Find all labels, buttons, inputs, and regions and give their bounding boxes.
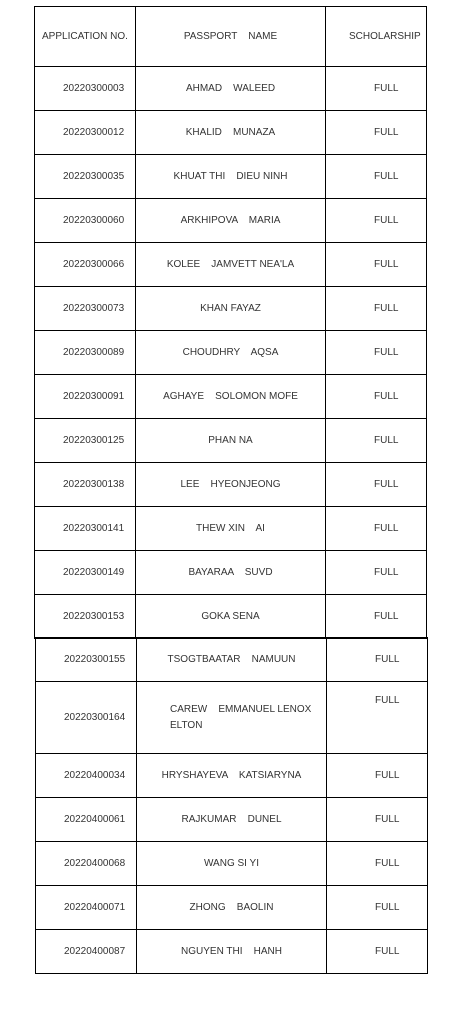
scholarship-cell: FULL xyxy=(327,638,428,682)
passport-name-cell xyxy=(136,243,326,287)
table-row xyxy=(35,199,427,243)
table-row xyxy=(35,331,427,375)
application-number-cell: 20220300073 xyxy=(35,287,136,331)
passport-name-cell xyxy=(136,67,326,111)
table-row xyxy=(35,551,427,595)
passport-name-cell xyxy=(136,595,326,639)
passport-name-cell xyxy=(137,754,327,798)
application-number-cell: 20220300091 xyxy=(35,375,136,419)
scholarship-cell: FULL xyxy=(326,375,427,419)
scholarship-cell: FULL xyxy=(327,842,428,886)
passport-name-text: CAREW EMMANUEL LENOX ELTON xyxy=(170,703,312,731)
passport-name-text: PHAN NA xyxy=(208,435,253,446)
scholarship-cell: FULL xyxy=(327,798,428,842)
application-number-cell: 20220400071 xyxy=(36,886,137,930)
header-passport-name: PASSPORT NAME xyxy=(136,7,326,67)
passport-name-cell xyxy=(136,287,326,331)
passport-name-text: ZHONG BAOLIN xyxy=(189,902,274,913)
table-row xyxy=(36,682,428,754)
table-row xyxy=(35,155,427,199)
passport-name-cell xyxy=(136,375,326,419)
passport-name-cell xyxy=(136,199,326,243)
application-number-cell: 20220400068 xyxy=(36,842,137,886)
passport-name-text: NGUYEN THI HANH xyxy=(181,946,282,957)
passport-name-cell xyxy=(137,842,327,886)
passport-name-text: LEE HYEONJEONG xyxy=(180,479,281,490)
table-row xyxy=(35,67,427,111)
passport-name-text: KHUAT THI DIEU NINH xyxy=(173,171,288,182)
application-number-cell: 20220300003 xyxy=(35,67,136,111)
passport-name-cell xyxy=(136,463,326,507)
application-number-cell: 20220300060 xyxy=(35,199,136,243)
passport-name-cell xyxy=(137,886,327,930)
passport-name-cell xyxy=(137,798,327,842)
passport-name-cell xyxy=(137,682,327,754)
table-row xyxy=(36,930,428,974)
scholarship-cell: FULL xyxy=(327,886,428,930)
application-number-cell: 20220300153 xyxy=(35,595,136,639)
passport-name-text: AHMAD WALEED xyxy=(185,83,276,94)
application-number-cell: 20220300012 xyxy=(35,111,136,155)
scholarship-cell: FULL xyxy=(326,507,427,551)
table-row xyxy=(35,595,427,639)
passport-name-cell xyxy=(136,331,326,375)
passport-name-text: TSOGTBAATAR NAMUUN xyxy=(167,654,296,665)
table-bottom-body xyxy=(36,638,428,974)
scholarship-table-top xyxy=(34,6,427,639)
table-header-row xyxy=(35,7,427,67)
table-row xyxy=(36,798,428,842)
application-number-cell: 20220400061 xyxy=(36,798,137,842)
application-number-cell: 20220300035 xyxy=(35,155,136,199)
passport-name-cell xyxy=(137,930,327,974)
passport-name-cell xyxy=(136,419,326,463)
scholarship-cell: FULL xyxy=(326,243,427,287)
scholarship-cell: FULL xyxy=(326,551,427,595)
application-number-cell: 20220300155 xyxy=(36,638,137,682)
passport-name-cell xyxy=(137,638,327,682)
passport-name-text: CHOUDHRY AQSA xyxy=(182,347,279,358)
passport-name-text: GOKA SENA xyxy=(201,611,260,622)
passport-name-text: KOLEE JAMVETT NEA'LA xyxy=(166,259,295,270)
scholarship-cell: FULL xyxy=(327,930,428,974)
scholarship-cell: FULL xyxy=(326,155,427,199)
scholarship-cell: FULL xyxy=(326,463,427,507)
application-number-cell: 20220300149 xyxy=(35,551,136,595)
table-row xyxy=(36,886,428,930)
application-number-cell: 20220300066 xyxy=(35,243,136,287)
passport-name-text: KHAN FAYAZ xyxy=(200,303,261,314)
table-row xyxy=(36,638,428,682)
passport-name-text: AGHAYE SOLOMON MOFE xyxy=(163,391,298,402)
scholarship-cell: FULL xyxy=(326,331,427,375)
application-number-cell: 20220300125 xyxy=(35,419,136,463)
table-row xyxy=(35,243,427,287)
application-number-cell: 20220400034 xyxy=(36,754,137,798)
table-row xyxy=(35,111,427,155)
passport-name-text: HRYSHAYEVA KATSIARYNA xyxy=(161,770,302,781)
table-row xyxy=(35,463,427,507)
header-application-no: APPLICATION NO. xyxy=(35,7,136,67)
passport-name-cell xyxy=(136,507,326,551)
passport-name-cell xyxy=(136,111,326,155)
passport-name-text: RAJKUMAR DUNEL xyxy=(181,814,282,825)
header-scholarship: SCHOLARSHIP xyxy=(326,7,427,67)
application-number-cell: 20220300089 xyxy=(35,331,136,375)
scholarship-cell: FULL xyxy=(326,67,427,111)
table-row xyxy=(36,842,428,886)
scholarship-table-bottom xyxy=(35,637,428,974)
table-row xyxy=(35,287,427,331)
table-top-body xyxy=(35,67,427,639)
table-row xyxy=(36,754,428,798)
passport-name-cell xyxy=(136,155,326,199)
passport-name-text: BAYARAA SUVD xyxy=(188,567,273,578)
passport-name-text: ARKHIPOVA MARIA xyxy=(180,215,281,226)
application-number-cell: 20220400087 xyxy=(36,930,137,974)
table-row xyxy=(35,419,427,463)
application-number-cell: 20220300141 xyxy=(35,507,136,551)
table-row xyxy=(35,375,427,419)
scholarship-cell: FULL xyxy=(326,111,427,155)
scholarship-cell: FULL xyxy=(326,287,427,331)
passport-name-text: KHALID MUNAZA xyxy=(185,127,276,138)
passport-name-text: THEW XIN AI xyxy=(196,523,265,534)
scholarship-cell: FULL xyxy=(327,754,428,798)
passport-name-text: WANG SI YI xyxy=(203,858,259,869)
scholarship-cell: FULL xyxy=(326,595,427,639)
passport-name-cell xyxy=(136,551,326,595)
table-row xyxy=(35,507,427,551)
scholarship-cell: FULL xyxy=(327,682,428,754)
application-number-cell: 20220300138 xyxy=(35,463,136,507)
scholarship-cell: FULL xyxy=(326,419,427,463)
scholarship-cell: FULL xyxy=(326,199,427,243)
application-number-cell: 20220300164 xyxy=(36,682,137,754)
